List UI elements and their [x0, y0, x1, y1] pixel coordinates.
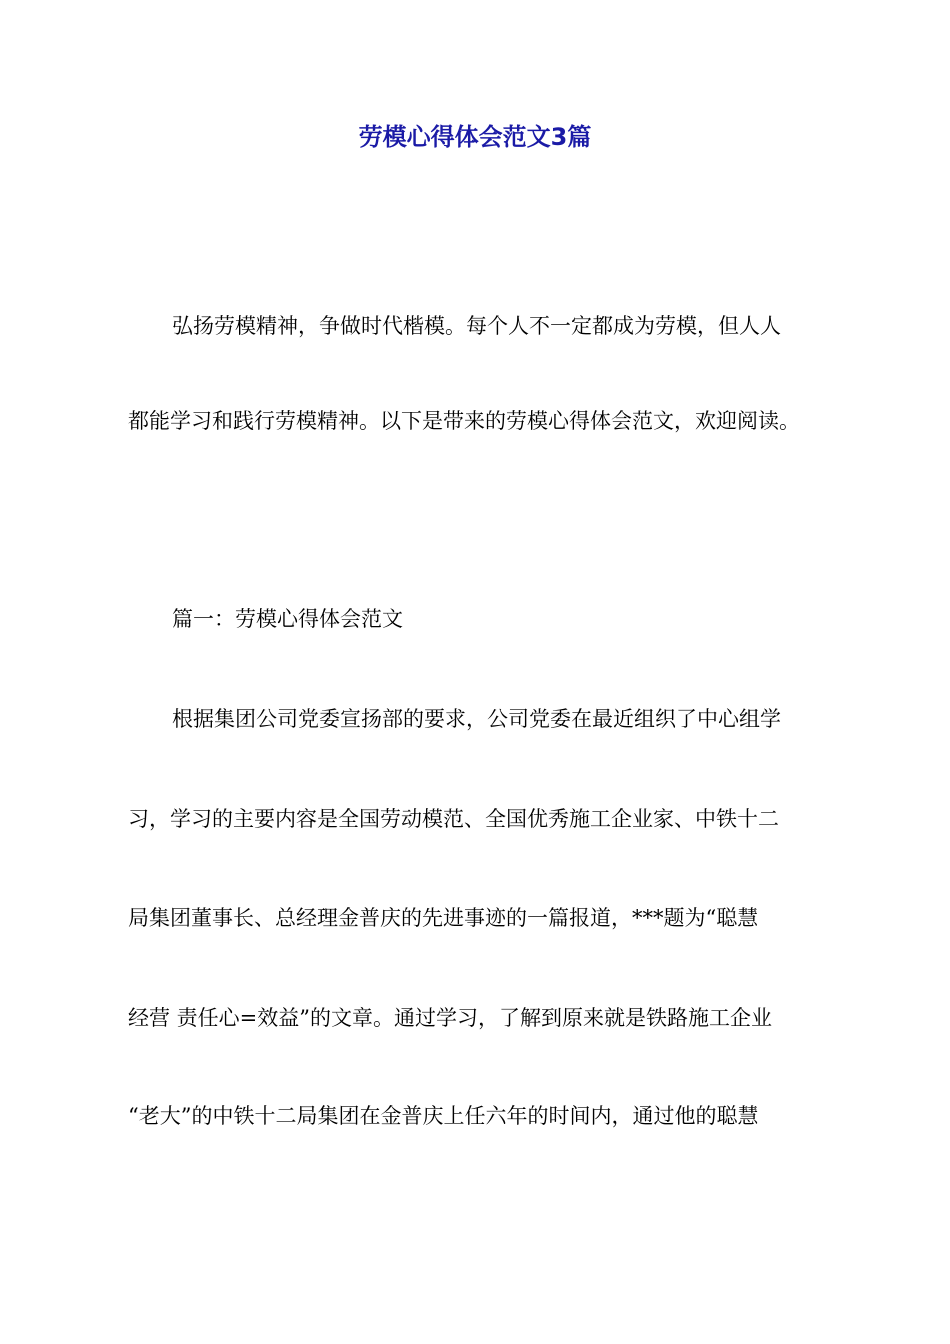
body-line-4: 经营 责任心=效益”的文章。通过学习，了解到原来就是铁路施工企业 — [128, 1006, 773, 1030]
intro-line-2: 都能学习和践行劳模精神。以下是带来的劳模心得体会范文，欢迎阅读。 — [128, 409, 800, 433]
body-line-1: 根据集团公司党委宣扬部的要求，公司党委在最近组织了中心组学 — [172, 707, 781, 731]
body-line-3: 局集团董事长、总经理金普庆的先进事迹的一篇报道，***题为“聪慧 — [128, 906, 759, 930]
body-line-5: “老大”的中铁十二局集团在金普庆上任六年的时间内，通过他的聪慧 — [128, 1104, 759, 1128]
intro-line-1: 弘扬劳模精神，争做时代楷模。每个人不一定都成为劳模，但人人 — [172, 314, 781, 338]
body-line-2: 习，学习的主要内容是全国劳动模范、全国优秀施工企业家、中铁十二 — [128, 807, 779, 831]
document-title: 劳模心得体会范文3篇 — [358, 123, 592, 151]
section-heading-1: 篇一：劳模心得体会范文 — [172, 607, 403, 631]
